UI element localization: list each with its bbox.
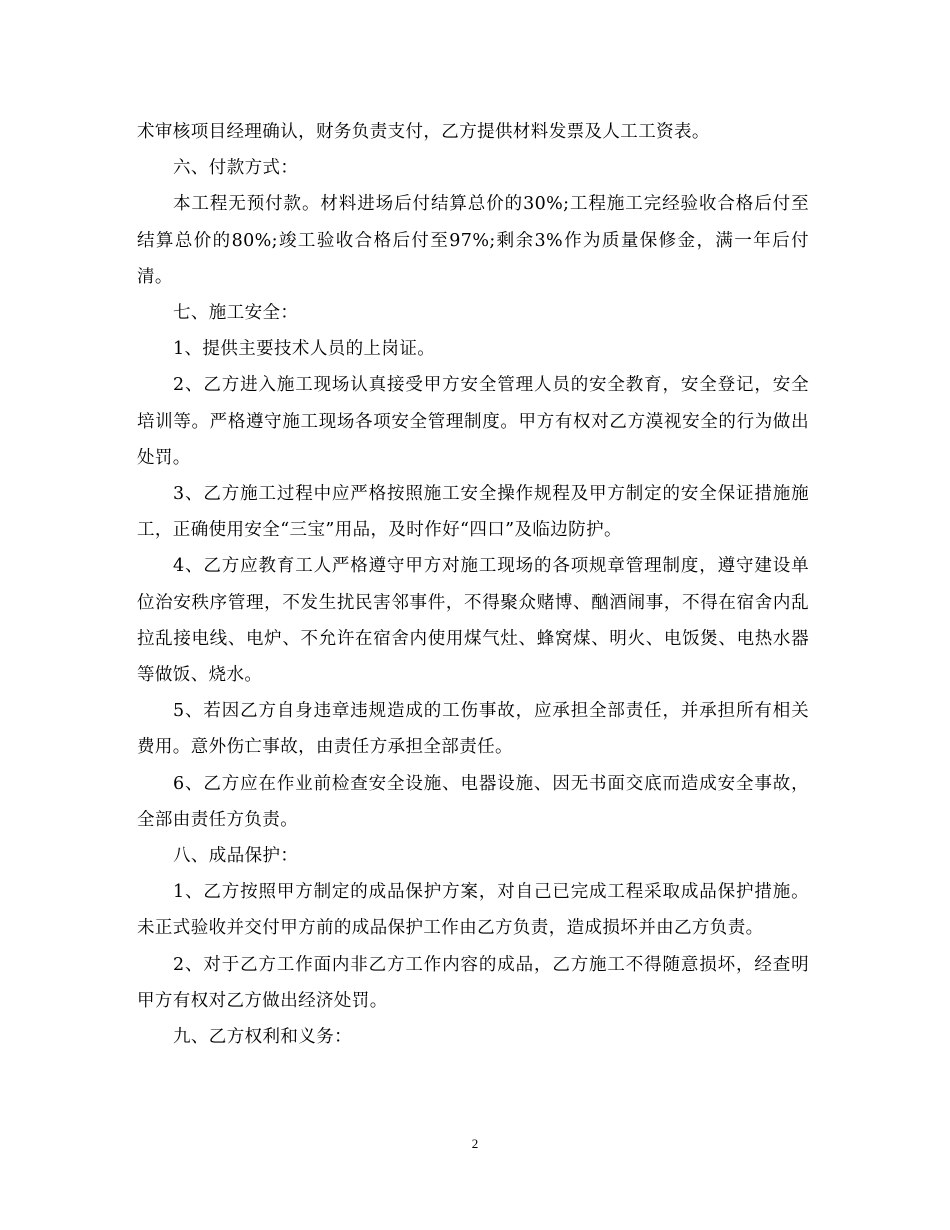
section-heading-payment: 六、付款方式：	[173, 158, 299, 179]
section-heading-rights: 九、乙方权利和义务：	[173, 1027, 352, 1048]
safety-item-1: 1、提供主要技术人员的上岗证。	[173, 339, 436, 360]
page-number: 2	[471, 1136, 479, 1151]
safety-item-5: 5、若因乙方自身违章违规造成的工伤事故，应承担全部责任，并承担所有相关费用。意外伤亡事故，由责任方承担全部责任。	[137, 701, 809, 758]
section-heading-safety: 七、施工安全：	[173, 303, 299, 324]
paragraph-continuation: 术审核项目经理确认，财务负责支付，乙方提供材料发票及人工工资表。	[137, 122, 710, 142]
safety-item-6: 6、乙方应在作业前检查安全设施、电器设施、因无书面交底而造成安全事故，全部由责任方负责。	[137, 773, 809, 830]
section-heading-protection: 八、成品保护：	[173, 846, 299, 867]
paragraph-payment-terms: 本工程无预付款。材料进场后付结算总价的30%;工程施工完经验收合格后付至结算总价的80%;竣工验收合格后付至97%;剩余3%作为质量保修金，满一年后付清。	[137, 194, 809, 287]
safety-item-4: 4、乙方应教育工人严格遵守甲方对施工现场的各项规章管理制度，遵守建设单位治安秩序管理，不发生扰民害邻事件，不得聚众赌博、酗酒闹事，不得在宿舍内乱拉乱接电线、电炉、不允许在宿舍内使用煤气灶、蜂窝煤、明火、电饭煲、电热水器等做饭、烧水。	[137, 556, 809, 686]
safety-item-3: 3、乙方施工过程中应严格按照施工安全操作规程及甲方制定的安全保证措施施工，正确使用安全“三宝”用品，及时作好“四口”及临边防护。	[137, 484, 809, 541]
protection-item-2: 2、对于乙方工作面内非乙方工作内容的成品，乙方施工不得随意损坏，经查明甲方有权对乙方做出经济处罚。	[137, 954, 809, 1011]
protection-item-1: 1、乙方按照甲方制定的成品保护方案，对自己已完成工程采取成品保护措施。未正式验收并交付甲方前的成品保护工作由乙方负责，造成损坏并由乙方负责。	[137, 882, 809, 939]
safety-item-2: 2、乙方进入施工现场认真接受甲方安全管理人员的安全教育，安全登记，安全培训等。严格遵守施工现场各项安全管理制度。甲方有权对乙方漠视安全的行为做出处罚。	[137, 375, 809, 468]
document-body	[137, 114, 809, 1055]
